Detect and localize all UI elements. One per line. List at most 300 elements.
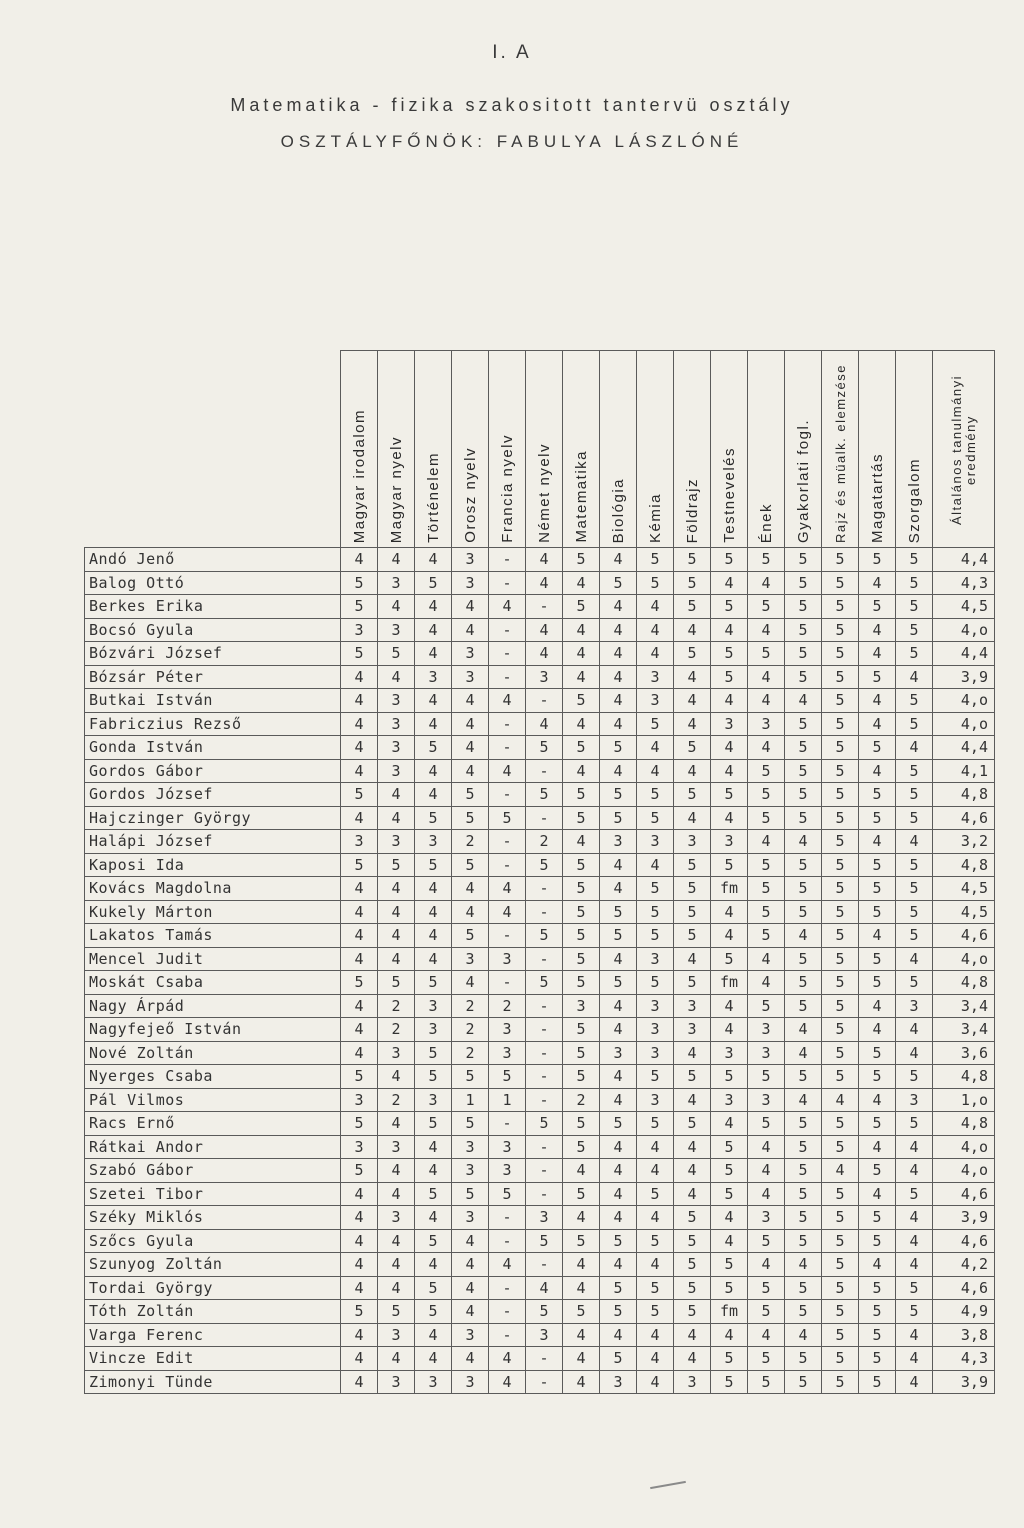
grade-cell: 4	[415, 759, 452, 783]
grade-cell: -	[489, 712, 526, 736]
grade-cell: 4	[378, 924, 415, 948]
grade-cell: 4	[859, 924, 896, 948]
grade-cell: 4	[378, 877, 415, 901]
grade-cell: 3	[748, 712, 785, 736]
average-cell: 4,4	[933, 642, 995, 666]
grade-cell: 5	[489, 1065, 526, 1089]
grade-cell: 4	[785, 1253, 822, 1277]
grade-cell: 4	[341, 994, 378, 1018]
grade-cell: 5	[563, 1229, 600, 1253]
average-cell: 4,2	[933, 1253, 995, 1277]
grade-cell: 3	[896, 994, 933, 1018]
student-row	[85, 712, 995, 736]
grade-cell: 5	[415, 806, 452, 830]
student-name: Kaposi Ida	[85, 853, 341, 877]
grade-cell: 4	[785, 1018, 822, 1042]
average-cell: 4,3	[933, 571, 995, 595]
grade-cell: 3	[452, 642, 489, 666]
average-cell: 4,8	[933, 783, 995, 807]
grade-cell: 4	[711, 806, 748, 830]
grade-cell: 5	[341, 1159, 378, 1183]
grade-cell: 5	[822, 783, 859, 807]
average-cell: 4,o	[933, 689, 995, 713]
grade-cell: fm	[711, 1300, 748, 1324]
grade-cell: 3	[711, 712, 748, 736]
grade-cell: 4	[600, 1135, 637, 1159]
grade-cell: -	[526, 1159, 563, 1183]
grade-cell: 5	[674, 1276, 711, 1300]
grade-cell: 5	[600, 971, 637, 995]
grade-cell: 4	[896, 665, 933, 689]
grade-cell: 3	[637, 830, 674, 854]
grade-cell: 5	[674, 1065, 711, 1089]
grade-cell: 5	[600, 571, 637, 595]
grade-cell: 5	[452, 853, 489, 877]
grade-cell: 3	[452, 1370, 489, 1394]
grade-cell: 5	[674, 877, 711, 901]
subject-header	[526, 351, 563, 548]
grade-cell: -	[526, 595, 563, 619]
grade-cell: 4	[600, 1182, 637, 1206]
student-name: Bocsó Gyula	[85, 618, 341, 642]
grade-cell: 5	[415, 971, 452, 995]
grade-cell: 5	[563, 1065, 600, 1089]
grade-cell: 5	[748, 1347, 785, 1371]
grade-cell: 4	[637, 736, 674, 760]
grade-cell: 4	[785, 924, 822, 948]
grade-cell: 4	[341, 924, 378, 948]
grade-cell: 5	[674, 548, 711, 572]
grade-cell: -	[526, 1088, 563, 1112]
grade-cell: -	[526, 994, 563, 1018]
grade-cell: 5	[785, 618, 822, 642]
grade-cell: 5	[785, 571, 822, 595]
grade-cell: 4	[452, 618, 489, 642]
grade-cell: 5	[711, 1276, 748, 1300]
student-name: Nagyfejeő István	[85, 1018, 341, 1042]
grade-cell: 5	[415, 1112, 452, 1136]
grade-cell: 4	[748, 618, 785, 642]
grade-cell: 5	[822, 1206, 859, 1230]
subject-header	[378, 351, 415, 548]
grade-cell: 4	[748, 1253, 785, 1277]
average-cell: 3,9	[933, 1370, 995, 1394]
grade-cell: 5	[822, 1065, 859, 1089]
average-cell: 4,5	[933, 877, 995, 901]
grade-cell: 4	[378, 947, 415, 971]
grade-cell: 5	[563, 877, 600, 901]
grade-cell: 5	[896, 618, 933, 642]
grade-cell: 5	[415, 1041, 452, 1065]
subject-label: Francia nyelv	[498, 434, 516, 543]
grade-cell: 5	[896, 689, 933, 713]
grade-cell: 5	[896, 1112, 933, 1136]
grade-cell: 4	[341, 900, 378, 924]
grade-cell: 3	[452, 1206, 489, 1230]
grade-cell: 5	[563, 783, 600, 807]
student-name: Kovács Magdolna	[85, 877, 341, 901]
grade-cell: 5	[452, 783, 489, 807]
grade-cell: 4	[637, 759, 674, 783]
student-name: Tóth Zoltán	[85, 1300, 341, 1324]
grade-cell: 5	[378, 971, 415, 995]
grade-cell: 5	[785, 994, 822, 1018]
grade-cell: -	[489, 853, 526, 877]
grade-cell: 4	[674, 1347, 711, 1371]
student-row	[85, 1229, 995, 1253]
grade-cell: 5	[785, 736, 822, 760]
student-row	[85, 853, 995, 877]
grade-cell: 3	[341, 830, 378, 854]
grade-cell: 4	[415, 595, 452, 619]
student-row	[85, 548, 995, 572]
grade-cell: 5	[674, 853, 711, 877]
grade-cell: 5	[563, 853, 600, 877]
grade-cell: 5	[674, 1253, 711, 1277]
grade-cell: -	[489, 571, 526, 595]
grade-cell: 4	[415, 548, 452, 572]
grade-cell: 5	[859, 665, 896, 689]
subject-header	[674, 351, 711, 548]
grade-cell: 5	[822, 1276, 859, 1300]
grade-cell: 4	[452, 595, 489, 619]
student-row	[85, 1370, 995, 1394]
grade-cell: 4	[526, 1276, 563, 1300]
grade-cell: 4	[489, 1253, 526, 1277]
grade-cell: 4	[600, 853, 637, 877]
grade-cell: 5	[822, 1347, 859, 1371]
grade-cell: -	[526, 689, 563, 713]
grade-cell: 5	[563, 1182, 600, 1206]
grade-cell: 5	[637, 1276, 674, 1300]
grade-cell: 5	[563, 1041, 600, 1065]
grade-cell: 5	[896, 1065, 933, 1089]
average-cell: 4,3	[933, 1347, 995, 1371]
grade-cell: 4	[526, 571, 563, 595]
grade-cell: 3	[378, 1041, 415, 1065]
grade-cell: 4	[896, 1229, 933, 1253]
grade-cell: 4	[896, 1041, 933, 1065]
grade-cell: 5	[378, 853, 415, 877]
grade-cell: -	[526, 759, 563, 783]
grade-cell: 5	[637, 900, 674, 924]
grade-cell: 3	[600, 830, 637, 854]
student-name: Berkes Erika	[85, 595, 341, 619]
grade-cell: 5	[748, 1112, 785, 1136]
grade-cell: 5	[637, 1065, 674, 1089]
grade-cell: 5	[341, 971, 378, 995]
student-row	[85, 1112, 995, 1136]
grade-cell: 4	[637, 1323, 674, 1347]
grade-cell: -	[526, 947, 563, 971]
average-cell: 4,6	[933, 1229, 995, 1253]
student-row	[85, 1159, 995, 1183]
student-row	[85, 783, 995, 807]
grade-cell: 4	[563, 1206, 600, 1230]
grade-cell: 5	[674, 1300, 711, 1324]
grade-cell: 4	[600, 1018, 637, 1042]
grade-cell: 4	[563, 830, 600, 854]
average-cell: 3,6	[933, 1041, 995, 1065]
grade-cell: 4	[600, 1206, 637, 1230]
grade-cell: 4	[748, 1182, 785, 1206]
average-cell: 3,2	[933, 830, 995, 854]
grade-cell: 4	[859, 994, 896, 1018]
grade-cell: 5	[822, 1135, 859, 1159]
student-name: Bózsár Péter	[85, 665, 341, 689]
student-name: Gordos Gábor	[85, 759, 341, 783]
grade-cell: -	[489, 1206, 526, 1230]
grade-cell: 5	[674, 1112, 711, 1136]
grade-cell: 4	[896, 1159, 933, 1183]
grade-cell: 4	[674, 1323, 711, 1347]
grade-cell: 5	[748, 900, 785, 924]
average-cell: 4,6	[933, 924, 995, 948]
grade-cell: -	[526, 1018, 563, 1042]
grade-cell: 4	[415, 642, 452, 666]
subject-label: Biológia	[609, 477, 627, 543]
grade-cell: 4	[859, 830, 896, 854]
grade-cell: 3	[896, 1088, 933, 1112]
grade-cell: 4	[748, 830, 785, 854]
average-cell: 4,6	[933, 1276, 995, 1300]
grade-cell: 4	[748, 971, 785, 995]
grade-cell: 4	[637, 1253, 674, 1277]
grade-cell: 4	[600, 642, 637, 666]
grade-cell: 4	[711, 571, 748, 595]
grade-cell: 4	[674, 689, 711, 713]
grade-cell: 4	[637, 1159, 674, 1183]
grade-cell: 4	[563, 618, 600, 642]
grade-cell: 5	[526, 971, 563, 995]
student-name: Butkai István	[85, 689, 341, 713]
grade-cell: 3	[378, 618, 415, 642]
grade-cell: -	[526, 1065, 563, 1089]
average-cell: 4,5	[933, 900, 995, 924]
grade-cell: 5	[600, 806, 637, 830]
grade-cell: 4	[489, 1370, 526, 1394]
grade-cell: 3	[378, 830, 415, 854]
grade-cell: 5	[822, 595, 859, 619]
grade-cell: 2	[452, 1018, 489, 1042]
grade-cell: 5	[341, 1065, 378, 1089]
grade-cell: 5	[822, 665, 859, 689]
grade-cell: 3	[378, 571, 415, 595]
grade-cell: -	[489, 1112, 526, 1136]
student-row	[85, 1065, 995, 1089]
grade-cell: 5	[896, 1182, 933, 1206]
grade-cell: 5	[600, 900, 637, 924]
grade-cell: 5	[600, 1276, 637, 1300]
grade-cell: 4	[637, 853, 674, 877]
grade-cell: 5	[341, 642, 378, 666]
grade-cell: 5	[674, 595, 711, 619]
grade-cell: 5	[600, 1112, 637, 1136]
grade-cell: 4	[859, 759, 896, 783]
grade-cell: -	[489, 1300, 526, 1324]
grade-cell: 5	[822, 571, 859, 595]
grade-cell: 4	[452, 900, 489, 924]
grade-cell: 4	[341, 1206, 378, 1230]
student-row	[85, 1276, 995, 1300]
grade-cell: 3	[637, 689, 674, 713]
grade-cell: 4	[489, 877, 526, 901]
grade-cell: 3	[674, 994, 711, 1018]
subject-label: Általános tanulmányi eredmény	[948, 375, 978, 525]
grade-cell: 5	[600, 1300, 637, 1324]
grade-cell: 4	[341, 1253, 378, 1277]
average-cell: 4,8	[933, 853, 995, 877]
student-name: Gordos József	[85, 783, 341, 807]
grade-cell: 4	[600, 595, 637, 619]
grade-cell: 5	[822, 924, 859, 948]
class-subtitle: Matematika - fizika szakositott tantervü osztály	[230, 95, 794, 115]
grade-cell: 5	[674, 900, 711, 924]
grade-cell: 5	[859, 1041, 896, 1065]
grade-cell: 3	[378, 712, 415, 736]
grade-cell: 5	[859, 1065, 896, 1089]
subject-label: Ének	[757, 502, 775, 543]
grade-cell: 5	[563, 971, 600, 995]
grade-cell: 5	[563, 1018, 600, 1042]
grade-cell: 4	[859, 1135, 896, 1159]
student-name: Zimonyi Tünde	[85, 1370, 341, 1394]
student-name: Széky Miklós	[85, 1206, 341, 1230]
grade-cell: -	[489, 971, 526, 995]
grade-cell: 5	[822, 853, 859, 877]
grade-cell: 3	[711, 1041, 748, 1065]
grade-cell: 5	[748, 924, 785, 948]
grade-cell: 4	[341, 1276, 378, 1300]
student-row	[85, 1041, 995, 1065]
grade-cell: 5	[637, 548, 674, 572]
student-name: Moskát Csaba	[85, 971, 341, 995]
grade-cell: 5	[526, 1229, 563, 1253]
average-cell: 4,o	[933, 712, 995, 736]
grade-cell: 4	[600, 877, 637, 901]
grade-cell: 5	[341, 595, 378, 619]
grade-cell: 4	[896, 736, 933, 760]
grade-cell: 3	[637, 665, 674, 689]
grade-cell: 4	[674, 1088, 711, 1112]
grade-cell: 4	[785, 1041, 822, 1065]
grade-table	[84, 350, 995, 1394]
grade-cell: 5	[563, 548, 600, 572]
grade-cell: 4	[896, 1323, 933, 1347]
grade-cell: 5	[748, 1276, 785, 1300]
average-cell: 4,8	[933, 1112, 995, 1136]
grade-cell: 5	[785, 1112, 822, 1136]
grade-cell: 5	[748, 853, 785, 877]
grade-cell: 5	[600, 924, 637, 948]
grade-cell: 5	[785, 1135, 822, 1159]
grade-cell: 5	[859, 1229, 896, 1253]
grade-cell: 4	[341, 759, 378, 783]
grade-cell: 5	[822, 1182, 859, 1206]
grade-cell: -	[526, 806, 563, 830]
grade-cell: 2	[452, 994, 489, 1018]
grade-cell: 5	[637, 712, 674, 736]
student-name: Szunyog Zoltán	[85, 1253, 341, 1277]
grade-cell: 3	[674, 1370, 711, 1394]
student-name: Kukely Márton	[85, 900, 341, 924]
grade-cell: 5	[748, 1065, 785, 1089]
grade-cell: 3	[452, 548, 489, 572]
grade-cell: 5	[822, 806, 859, 830]
grade-cell: 3	[378, 1135, 415, 1159]
subject-header	[933, 351, 995, 548]
grade-cell: 4	[452, 877, 489, 901]
grade-cell: 3	[452, 1135, 489, 1159]
grade-cell: 5	[674, 1229, 711, 1253]
grade-cell: 5	[785, 806, 822, 830]
grade-cell: 4	[489, 595, 526, 619]
grade-cell: -	[489, 1323, 526, 1347]
grade-cell: 5	[859, 1276, 896, 1300]
grade-cell: 4	[674, 665, 711, 689]
grade-cell: 4	[563, 1276, 600, 1300]
grade-cell: 5	[637, 924, 674, 948]
student-name: Tordai György	[85, 1276, 341, 1300]
grade-cell: 5	[415, 1182, 452, 1206]
grade-cell: 4	[600, 548, 637, 572]
grade-cell: 5	[526, 783, 563, 807]
grade-cell: 5	[674, 1206, 711, 1230]
grade-cell: 5	[785, 783, 822, 807]
grade-cell: 4	[600, 618, 637, 642]
grade-cell: 3	[489, 947, 526, 971]
grade-cell: 5	[748, 806, 785, 830]
grade-cell: 5	[711, 1159, 748, 1183]
grade-cell: 1	[489, 1088, 526, 1112]
grade-cell: 4	[748, 1323, 785, 1347]
grade-cell: 5	[785, 971, 822, 995]
grade-cell: 4	[415, 1159, 452, 1183]
grade-cell: 3	[415, 1088, 452, 1112]
grade-cell: 5	[822, 689, 859, 713]
student-row	[85, 736, 995, 760]
grade-cell: 4	[896, 1253, 933, 1277]
corner-cell	[85, 351, 341, 548]
grade-cell: 4	[415, 1347, 452, 1371]
grade-cell: 5	[711, 1182, 748, 1206]
grade-cell: 5	[785, 1347, 822, 1371]
grade-cell: 4	[600, 759, 637, 783]
grade-cell: 5	[896, 759, 933, 783]
grade-cell: 5	[526, 1112, 563, 1136]
student-row	[85, 1347, 995, 1371]
grade-cell: -	[489, 924, 526, 948]
grade-cell: 5	[822, 712, 859, 736]
grade-cell: 5	[859, 853, 896, 877]
grade-cell: 5	[859, 1370, 896, 1394]
grade-cell: 5	[637, 806, 674, 830]
grade-cell: 4	[711, 900, 748, 924]
student-name: Varga Ferenc	[85, 1323, 341, 1347]
grade-cell: -	[489, 642, 526, 666]
grade-cell: 4	[415, 1135, 452, 1159]
average-cell: 4,o	[933, 618, 995, 642]
grade-cell: 4	[637, 1206, 674, 1230]
grade-cell: 4	[896, 830, 933, 854]
grade-cell: 4	[378, 548, 415, 572]
subject-header-row	[85, 351, 995, 548]
grade-cell: 4	[452, 1253, 489, 1277]
subject-label: Magyar irodalom	[350, 408, 368, 543]
grade-cell: 4	[415, 712, 452, 736]
grade-cell: 5	[785, 947, 822, 971]
grade-cell: 5	[785, 900, 822, 924]
